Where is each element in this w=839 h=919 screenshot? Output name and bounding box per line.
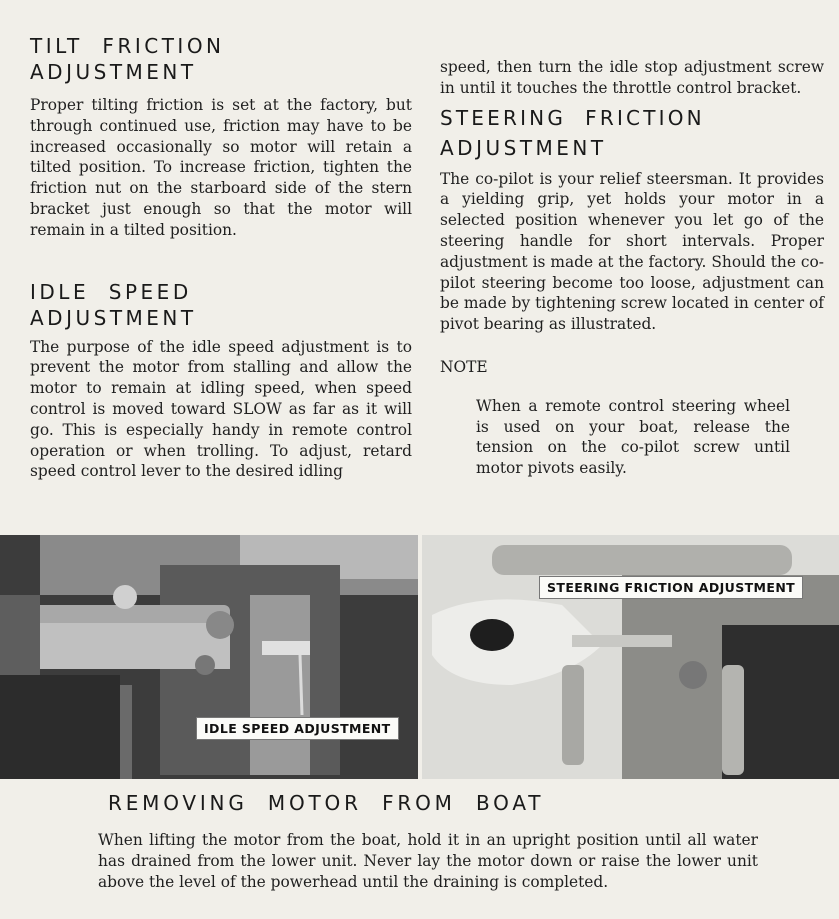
left-column <box>30 33 412 482</box>
steering-friction-text: The co-pilot is your relief steersman. It provides a yielding grip, yet holds your motor in a selected position whenever you let go of the steering handle for short intervals. Proper adjustment is made at the factory. Should the co-pilot steering become too loose, adjustment can be made by tightening screw located in center of pivot bearing as illustrated. <box>440 169 824 334</box>
steering-heading-line-1: STEERING FRICTION <box>440 105 705 130</box>
idle-speed-text: The purpose of the idle speed adjustment is to prevent the motor from stalling and allow the motor to remain at idling speed, when speed control is moved toward SLOW as far as it will go. This is especially handy in remote control operation or when trolling. To adjust, retard speed control lever to the desired idling <box>30 337 412 481</box>
idle-speed-photo <box>0 535 418 779</box>
idle-heading-line-1: IDLE SPEED <box>30 279 192 304</box>
removing-motor-heading: REMOVING MOTOR FROM BOAT <box>108 791 545 815</box>
removing-motor-section <box>98 790 758 892</box>
steering-illustration <box>422 535 839 779</box>
steering-friction-heading <box>440 105 824 161</box>
removing-motor-text: When lifting the motor from the boat, hold it in an upright position until all water has drained from the lower unit. Never lay the motor down or raise the lower unit above the level of the powerhead until the draining is completed. <box>98 831 758 891</box>
tilt-heading-line-2: ADJUSTMENT <box>30 60 197 84</box>
steering-heading-line-2: ADJUSTMENT <box>440 135 607 160</box>
steering-friction-caption: STEERING FRICTION ADJUSTMENT <box>539 576 803 599</box>
right-column <box>440 57 824 479</box>
note-title: NOTE <box>440 357 488 376</box>
idle-speed-caption: IDLE SPEED ADJUSTMENT <box>196 717 399 740</box>
photo-strip <box>0 535 839 779</box>
idle-heading-line-2: ADJUSTMENT <box>30 305 197 330</box>
note-text: When a remote control steering wheel is used on your boat, release the tension on the co-pilot screw until motor pivots easily. <box>476 396 790 478</box>
tilt-friction-text: Proper tilting friction is set at the factory, but through continued use, friction may have to be increased occasionally so motor will retain a tilted position. To increase friction, tighten the friction nut on the starboard side of the stern bracket just enough so that the motor will remain in a tilted position. <box>30 96 412 239</box>
tilt-heading-line-1: TILT FRICTION <box>30 34 225 58</box>
tilt-friction-heading <box>30 33 412 85</box>
idle-speed-text-continued: speed, then turn the idle stop adjustment screw in until it touches the throttle control bracket. <box>440 58 824 97</box>
idle-speed-heading <box>30 279 412 331</box>
steering-friction-photo <box>422 535 839 779</box>
carburetor-illustration <box>0 535 418 779</box>
